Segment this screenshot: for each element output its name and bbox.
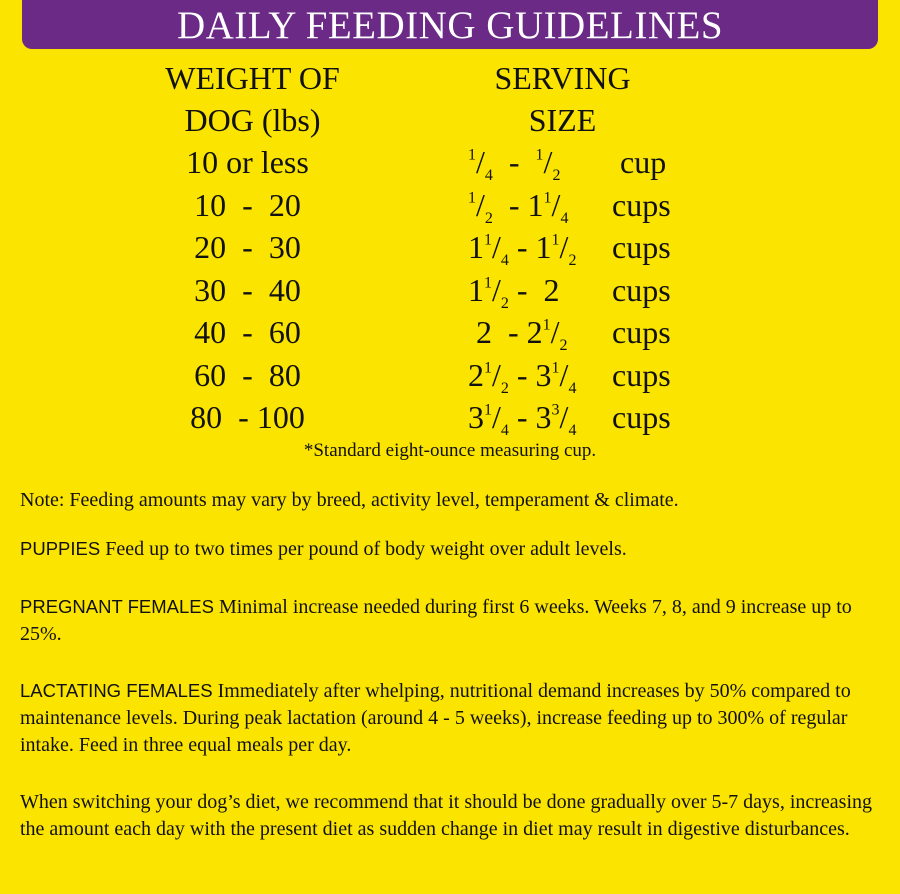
weight-cell: 20 - 30	[194, 229, 301, 265]
serving-header-line1: SERVING	[494, 60, 631, 96]
serving-cell: $1^1/_2 - 2$	[468, 271, 560, 312]
table-row	[0, 311, 900, 354]
serving-cell: $1^1/_4 - 1^1/_2$	[468, 229, 577, 270]
pregnant-paragraph	[20, 593, 885, 648]
serving-cell: $^1/_2 - 1^1/_4$	[468, 186, 569, 227]
lactating-label: LACTATING FEMALES	[20, 680, 213, 701]
unit-cell: cups	[612, 356, 671, 393]
puppies-paragraph	[20, 535, 885, 563]
weight-cell: 80 - 100	[190, 399, 305, 435]
weight-cell: 10 - 20	[194, 186, 301, 223]
serving-cell: $2^1/_2 - 3^1/_4$	[468, 356, 577, 397]
puppies-label: PUPPIES	[20, 538, 101, 559]
weight-column-header	[140, 57, 365, 141]
note-paragraph: Note: Feeding amounts may vary by breed, activity level, temperament & climate.	[20, 489, 679, 511]
serving-cell: $2 - 2^1/_2$	[468, 314, 568, 355]
unit-cell: cups	[612, 186, 671, 223]
footnote: *Standard eight-ounce measuring cup.	[303, 440, 597, 461]
page-title: DAILY FEEDING GUIDELINES	[176, 4, 724, 47]
serving-column-header	[450, 57, 675, 141]
table-row	[0, 269, 900, 312]
table-row	[0, 184, 900, 227]
title-banner	[22, 0, 878, 49]
serving-cell: $3^1/_4 - 3^3/_4$	[468, 399, 577, 440]
table-row	[0, 396, 900, 439]
serving-header-line2: SIZE	[528, 102, 597, 138]
unit-cell: cups	[612, 229, 671, 265]
weight-cell: 10 or less	[186, 144, 309, 180]
table-row	[0, 354, 900, 397]
weight-cell: 30 - 40	[194, 271, 301, 308]
weight-cell: 40 - 60	[194, 314, 301, 350]
pregnant-label: PREGNANT FEMALES	[20, 596, 214, 617]
lactating-paragraph	[20, 677, 885, 759]
weight-cell: 60 - 80	[194, 356, 301, 393]
unit-cell: cups	[612, 399, 671, 435]
puppies-text: Feed up to two times per pound of body weight over adult levels.	[100, 538, 627, 560]
weight-header-line1: WEIGHT OF	[165, 60, 340, 96]
serving-cell: $^1/_4 - ^1/_2$	[468, 144, 561, 185]
weight-header-line2: DOG (lbs)	[184, 102, 321, 138]
feeding-table	[0, 141, 900, 439]
pregnant-text: Minimal increase needed during first 6 weeks. Weeks 7, 8, and 9 increase up to 25%.	[20, 596, 852, 645]
unit-cell: cups	[612, 314, 671, 350]
table-row	[0, 141, 900, 184]
lactating-text: Immediately after whelping, nutritional demand increases by 50% compared to maintenance levels. During peak lactation (around 4 - 5 weeks), increase feeding up to 300% of regular intake. Feed in three equal meals per day.	[20, 680, 851, 756]
unit-cell: cup	[612, 144, 667, 180]
switching-paragraph: When switching your dog’s diet, we recommend that it should be done gradually over 5-7 days, increasing the amount each day with the present diet as sudden change in diet may result in digestive disturbances.	[20, 791, 873, 840]
unit-cell: cups	[612, 271, 671, 308]
table-row	[0, 226, 900, 269]
